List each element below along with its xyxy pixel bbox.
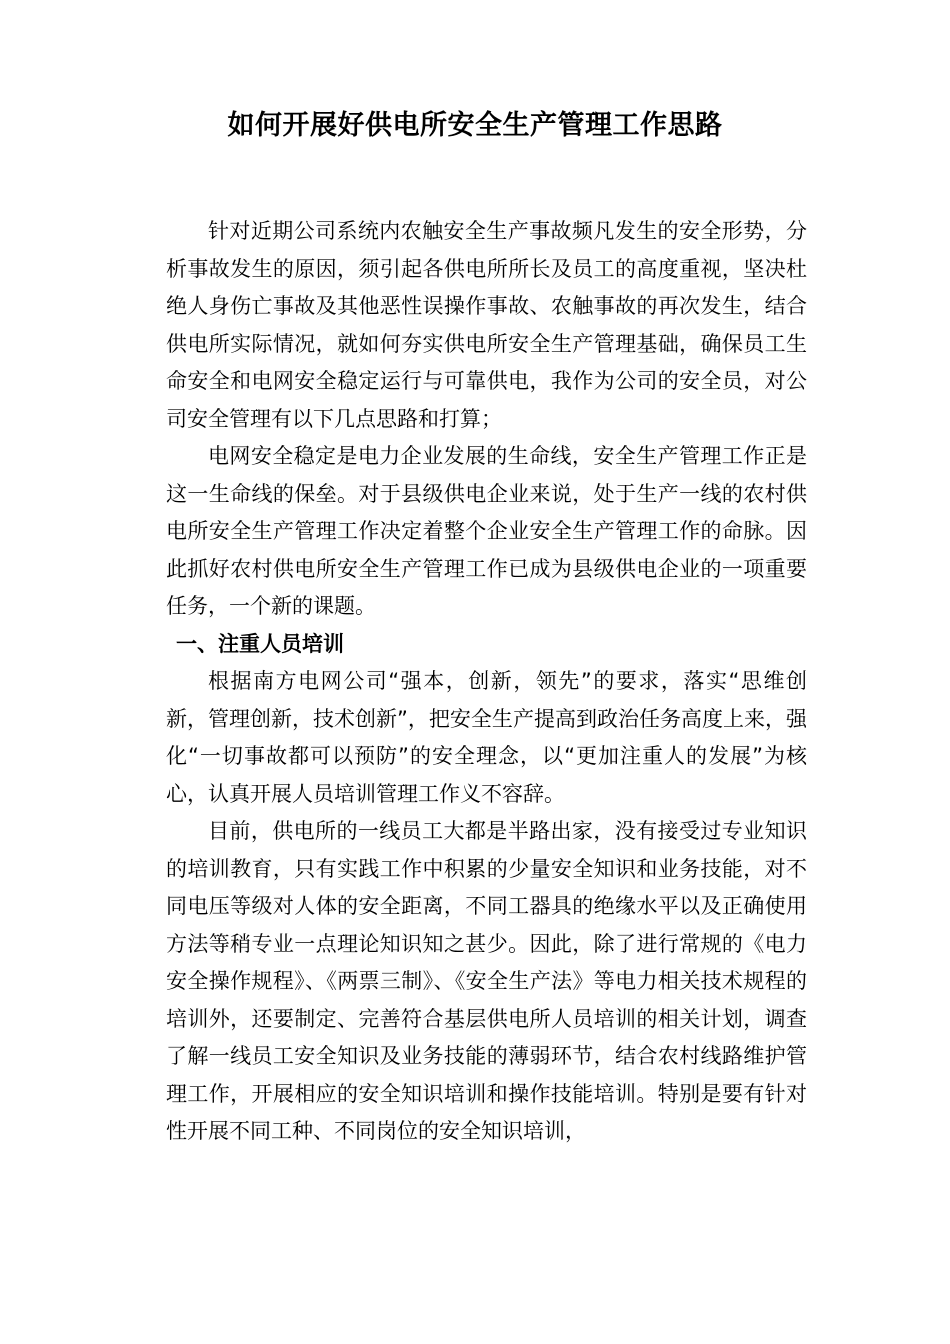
section1-paragraph-2: 目前，供电所的一线员工大都是半路出家，没有接受过专业知识的培训教育，只有实践工作中积累的少量安全知识和业务技能，对不同电压等级对人体的安全距离，不同工器具的绝缘水平以及正确使用方法等稍专业一点理论知识知之甚少。因此，除了进行常规的《电力安全操作规程》、《两票三制》、《安全生产法》等电力相关技术规程的培训外，还要制定、完善符合基层供电所人员培训的相关计划，调查了解一线员工安全知识及业务技能的薄弱环节，结合农村线路维护管理工作，开展相应的安全知识培训和操作技能培训。特别是要有针对性开展不同工种、不同岗位的安全知识培训， [166, 819, 807, 1143]
section-heading-1: 一、注重人员培训 [176, 631, 344, 656]
intro-paragraph-1: 针对近期公司系统内农触安全生产事故频凡发生的安全形势，分析事故发生的原因，须引起各供电所所长及员工的高度重视，坚决杜绝人身伤亡事故及其他恶性误操作事故、农触事故的再次发生，结合供电所实际情况，就如何夯实供电所安全生产管理基础，确保员工生命安全和电网安全稳定运行与可靠供电，我作为公司的安全员，对公司安全管理有以下几点思路和打算； [166, 219, 807, 431]
document-body [166, 213, 807, 1151]
section1-paragraph-1: 根据南方电网公司“强本，创新，领先”的要求，落实“思维创新，管理创新，技术创新”，把安全生产提高到政治任务高度上来，强化“一切事故都可以预防”的安全理念，以“更加注重人的发展”为核心，认真开展人员培训管理工作义不容辞。 [166, 669, 807, 806]
document-title: 如何开展好供电所安全生产管理工作思路 [227, 110, 723, 141]
intro-paragraph-2: 电网安全稳定是电力企业发展的生命线，安全生产管理工作正是这一生命线的保垒。对于县级供电企业来说，处于生产一线的农村供电所安全生产管理工作决定着整个企业安全生产管理工作的命脉。因此抓好农村供电所安全生产管理工作已成为县级供电企业的一项重要任务，一个新的课题。 [166, 444, 807, 618]
